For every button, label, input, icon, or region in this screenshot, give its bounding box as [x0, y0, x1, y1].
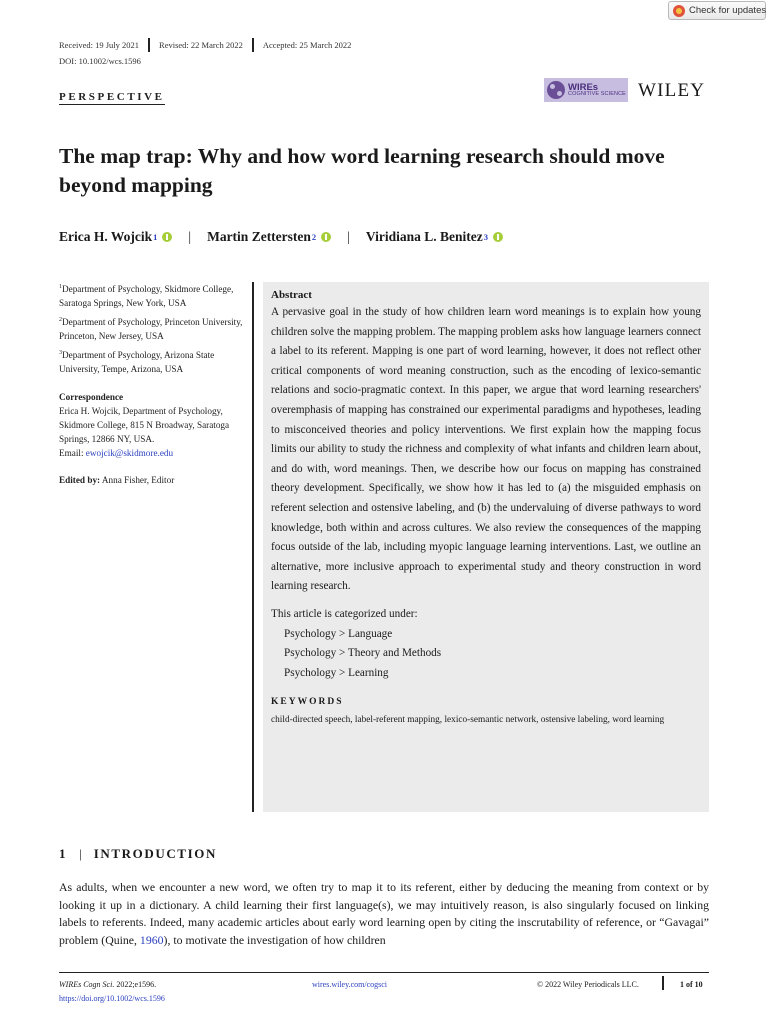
footer-separator — [662, 976, 664, 990]
correspondence-email: Email: ewojcik@skidmore.edu — [59, 448, 174, 458]
abstract-heading: Abstract — [271, 289, 312, 301]
abstract-text: A pervasive goal in the study of how children learn word meanings is to explain how young children solve the mapping problem. The mapping problem asks how language learners connect a label to its referent. Mapping is one part of word learning, however, it does not reflect other critical components of word meaning construction, such as the encoding of lexico-semantic relations and socio-pragmatic context. In this paper, we argue that word learning researchers' overemphasis of mapping has constrained our experimental paradigms and hypotheses, leading to misconceived theories and policy interventions. We first explain how the mapping focus limits our ability to study the richness and complexity of what infants and children learn about, and do with, word meanings. Then, we describe how our focus on mapping has constrained theory development. Specifically, we show how it has led to (a) the misguided emphasis on referent selection and ostensive labeling, and (b) the undervaluing of diverse pathways to word knowledge, both within and across cultures. We also review the consequences of the mapping focus outside of the lab, including myopic language learning interventions. Last, we outline an alternative, more inclusive approach to experimental study and theory construction in word learning research. — [271, 306, 701, 593]
abstract-box — [263, 282, 709, 812]
received-date: Received: 19 July 2021 — [59, 40, 140, 50]
footer-site-link[interactable]: wires.wiley.com/cogsci — [312, 980, 388, 989]
wires-logo-subtitle: COGNITIVE SCIENCE — [568, 91, 626, 97]
revised-date: Revised: 22 March 2022 — [159, 40, 243, 50]
section-title: INTRODUCTION — [93, 846, 217, 861]
author-separator: | — [347, 229, 350, 244]
publisher-logo: WILEY — [638, 80, 706, 101]
check-for-updates-label: Check for updates — [689, 5, 767, 16]
correspondence-text: Erica H. Wojcik, Department of Psychology, Skidmore College, 815 N Broadway, Saratoga Springs, 12866 NY, USA. — [59, 406, 230, 444]
author-name: Viridiana L. Benitez — [365, 229, 483, 244]
sidebar-divider — [252, 282, 254, 812]
category-item: Psychology > Learning — [284, 666, 389, 679]
category-item: Psychology > Language — [284, 627, 393, 640]
wires-logo-name: WIREs — [568, 81, 599, 93]
crossmark-icon — [673, 5, 685, 17]
keywords-heading: KEYWORDS — [271, 697, 344, 708]
footer-copyright: © 2022 Wiley Periodicals LLC. — [537, 980, 639, 989]
section-heading-introduction — [59, 846, 217, 862]
keywords-list: child-directed speech, label-referent mapping, lexico-semantic network, ostensive labeling, word learning — [271, 715, 665, 726]
wires-journal-logo — [544, 78, 628, 102]
affiliation: $^1$Department of Psychology, Skidmore College, Saratoga Springs, New York, USA — [59, 284, 234, 308]
section-number: 1 — [59, 846, 68, 861]
wires-logo-icon — [547, 81, 565, 99]
affiliation: $^3$Department of Psychology, Arizona State University, Tempe, Arizona, USA — [59, 350, 215, 374]
page-number: 1 of 10 — [680, 980, 703, 989]
article-dates — [59, 38, 351, 52]
article-sidebar — [59, 280, 247, 487]
author-list — [59, 229, 503, 245]
edited-by: Edited by: Anna Fisher, Editor — [59, 475, 175, 485]
introduction-paragraph: As adults, when we encounter a new word, we often try to map it to its referent, either by deducing the meaning from context or by looking it up in a dictionary. A child learning their first language(s), we may intuitively reason, is also singularly focused on linking labels to referents. Indeed, many academic articles about early word learning open by citing the inscrutability of reference, or “Gavagai” problem (Quine, 1960), to motivate the investigation of how children — [59, 880, 709, 948]
check-for-updates-button[interactable] — [668, 1, 766, 20]
citation-link[interactable]: 1960 — [139, 933, 164, 948]
accepted-date: Accepted: 25 March 2022 — [262, 40, 352, 50]
categories-intro: This article is categorized under: — [271, 607, 418, 620]
author-separator: | — [188, 229, 192, 244]
orcid-icon[interactable] — [493, 232, 503, 242]
footer-divider — [59, 972, 709, 973]
author-name: Martin Zettersten — [207, 229, 311, 244]
date-divider — [252, 38, 254, 52]
article-doi: DOI: 10.1002/wcs.1596 — [59, 56, 141, 66]
footer-journal-citation: WIREs Cogn Sci. 2022;e1596. — [59, 980, 157, 989]
footer-doi-link[interactable]: https://doi.org/10.1002/wcs.1596 — [59, 994, 165, 1003]
author-affiliation-marker: 2 — [311, 232, 317, 242]
author-affiliation-marker: 1 — [153, 232, 158, 242]
affiliation: $^2$Department of Psychology, Princeton University, Princeton, New Jersey, USA — [59, 317, 243, 341]
author-name: Erica H. Wojcik — [59, 229, 153, 244]
orcid-icon[interactable] — [162, 232, 172, 242]
orcid-icon[interactable] — [321, 232, 331, 242]
email-link[interactable]: ewojcik@skidmore.edu — [85, 448, 174, 458]
article-title: The map trap: Why and how word learning research should move beyond mapping — [59, 144, 665, 197]
category-item: Psychology > Theory and Methods — [284, 647, 442, 660]
date-divider — [148, 38, 150, 52]
article-type-label: PERSPECTIVE — [59, 91, 165, 103]
section-separator: | — [79, 846, 82, 861]
correspondence-heading: Correspondence — [59, 392, 124, 402]
author-affiliation-marker: 3 — [483, 232, 488, 242]
